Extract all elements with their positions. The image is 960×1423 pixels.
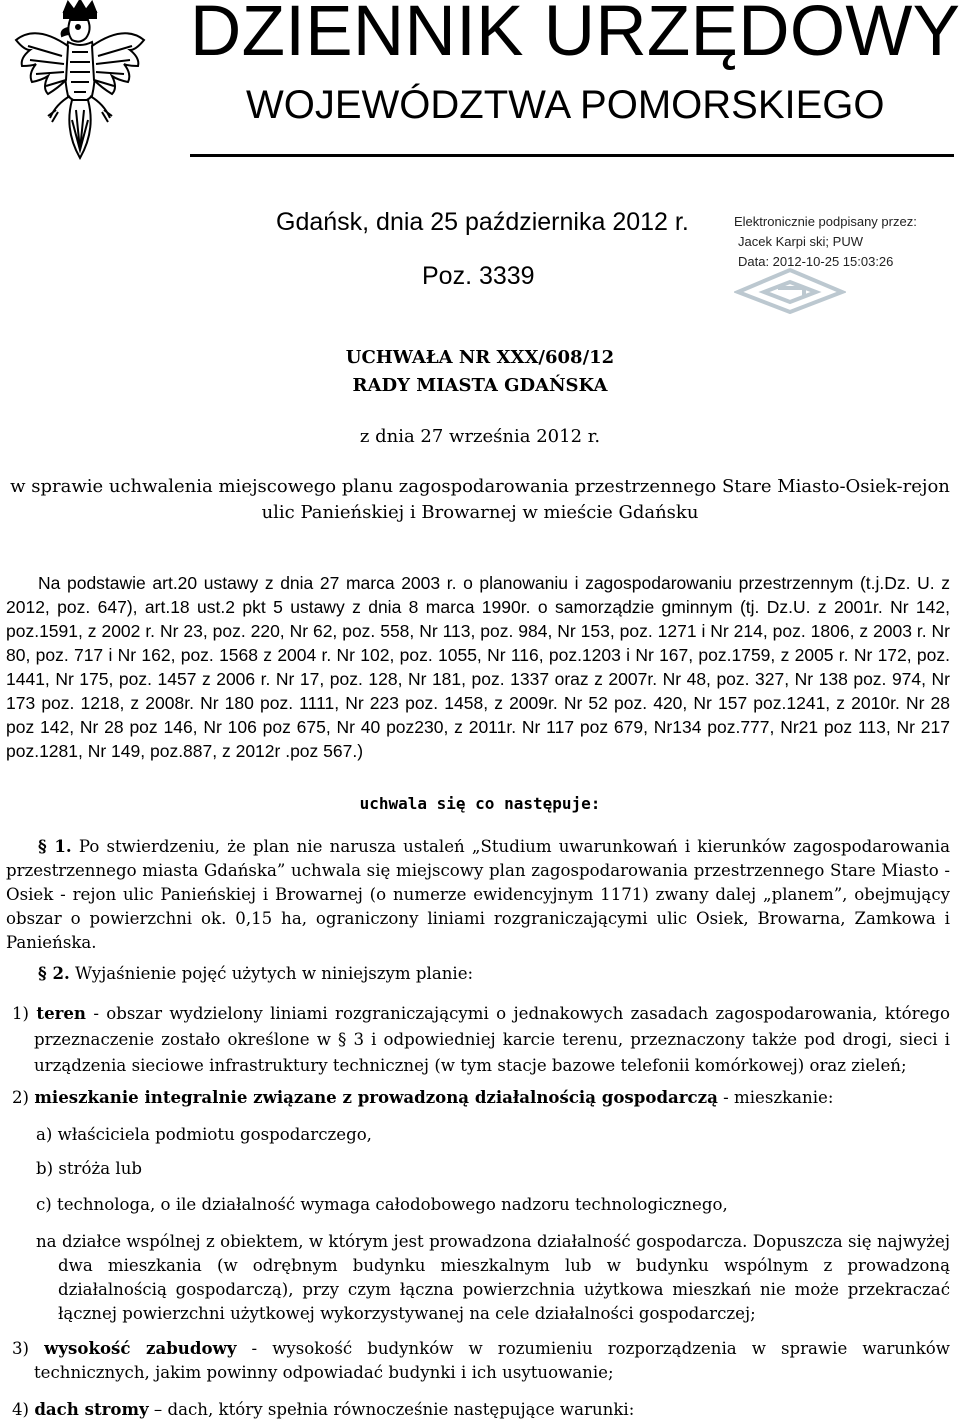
journal-subtitle: WOJEWÓDZTWA POMORSKIEGO: [246, 83, 885, 127]
title-divider: [190, 154, 954, 157]
definition-3-number: 3): [12, 1339, 30, 1358]
section-2-label: § 2.: [38, 963, 70, 983]
definition-1-term: teren: [36, 1003, 86, 1023]
definition-4-term: dach stromy: [34, 1399, 149, 1419]
position-number: Poz. 3339: [422, 262, 535, 290]
resolves-heading: uchwala się co następuje:: [359, 794, 601, 813]
definition-1-number: 1): [12, 1004, 30, 1023]
resolution-council: RADY MIASTA GDAŃSKA: [352, 375, 608, 396]
signature-signed-by-label: Elektronicznie podpisany przez:: [734, 214, 917, 229]
definition-2-item-c: c) technologa, o ile działalność wymaga całodobowego nadzoru technologicznego,: [36, 1195, 728, 1214]
resolution-subject-line2: ulic Panieńskiej i Browarnej w mieście Gdańsku: [261, 502, 699, 523]
definition-2-text: - mieszkanie:: [717, 1088, 834, 1107]
section-2-text: Wyjaśnienie pojęć użytych w niniejszym planie:: [69, 964, 474, 983]
journal-title: DZIENNIK URZĘDOWY: [190, 0, 960, 71]
definition-2-item-b: b) stróża lub: [36, 1159, 143, 1178]
section-1-label: § 1.: [38, 836, 72, 856]
section-2-paragraph: [6, 961, 950, 986]
definition-2-tail: na działce wspólnej z obiektem, w którym jest prowadzona działalność gospodarcza. Dopuszcza się najwyżej dwa mieszkania (w odrębnym budynku mieszkalnym lub w budynku wspólnym z prowadzoną działalnością gospodarczą), przy czym łączna powierzchnia użytkowa mieszkań nie może przekraczać łącznej powierzchni użytkowej wykorzystywanej na cele działalności gospodarczej;: [36, 1232, 950, 1323]
section-1-paragraph: [6, 834, 950, 955]
legal-basis-paragraph: Na podstawie art.20 ustawy z dnia 27 marca 2003 r. o planowaniu i zagospodarowaniu przestrzennym (t.j.Dz. U. z 2012, poz. 647), art.18 ust.2 pkt 5 ustawy z dnia 8 marca 1990r. o samorządzie gminnym (tj. Dz.U. z 2001r. Nr 142, poz.1591, z 2002 r. Nr 23, poz. 220, Nr 62, poz. 558, Nr 113, poz. 984, Nr 153, poz. 1271 i Nr 214, poz. 1806, z 2003 r. Nr 80, poz. 717 i Nr 162, poz. 1568 z 2004 r. Nr 102, poz. 1055, Nr 116, poz.1203 i Nr 167, poz.1759, z 2005 r. Nr 172, poz. 1441, Nr 175, poz. 1457 z 2006 r. Nr 17, poz. 128, Nr 181, poz. 1337 oraz z 2007r. Nr 48, poz. 327, Nr 138 poz. 974, Nr 173 poz. 1218, z 2008r. Nr 180 poz. 1111, Nr 223 poz. 1458, z 2009r. Nr 52 poz. 420, Nr 157 poz.1241, z 2010r. Nr 28 poz 142, Nr 28 poz 146, Nr 106 poz 675, Nr 40 poz230, z 2011r. Nr 117 poz 679, Nr134 poz.777, Nr21 poz 113, Nr 217 poz.1281, Nr 149, poz.887, z 2012r .poz 567.): [6, 573, 950, 761]
definition-3-text: - wysokość budynków w rozumieniu rozporządzenia w sprawie warunków technicznych, jakim powinny odpowiadać budynki i ich usytuowanie;: [34, 1339, 950, 1382]
definition-2-term: mieszkanie integralnie związane z prowadzoną działalnością gospodarczą: [34, 1087, 718, 1107]
polish-eagle-emblem-icon: [6, 0, 154, 162]
section-1-text: Po stwierdzeniu, że plan nie narusza ustaleń „Studium uwarunkowań i kierunków zagospodarowania przestrzennego miasta Gdańska” uchwala się miejscowy plan zagospodarowania przestrzennego Stare Miasto - Osiek - rejon ulic Panieńskiej i Browarnej (o numerze ewidencyjnym 1171) zwany dalej „planem”, obejmujący obszar o powierzchni ok. 0,15 ha, ograniczony liniami rozgraniczającymi ulic Osiek, Browarna, Zamkowa i Panieńska.: [6, 837, 950, 952]
electronic-signature: [734, 212, 954, 308]
definition-2-item-a: a) właściciela podmiotu gospodarczego,: [36, 1125, 372, 1144]
definition-4: [12, 1396, 950, 1423]
definition-4-text: – dach, który spełnia równocześnie następujące warunki:: [148, 1400, 635, 1419]
definition-1-text: - obszar wydzielony liniami rozgraniczającymi o jednakowych zasadach zagospodarowania, którego przeznaczenie zostało określone w § 3 i odpowiedniej karcie terenu, przeznaczony także pod drogi, sieci i urządzenia sieciowe infrastruktury technicznej (w tym stacje bazowe telefonii komórkowej) oraz zieleń;: [34, 1004, 950, 1075]
resolution-date: z dnia 27 września 2012 r.: [359, 426, 601, 447]
publication-date: Gdańsk, dnia 25 października 2012 r.: [276, 208, 689, 236]
definition-1: [12, 1000, 950, 1079]
definition-3: [12, 1336, 950, 1385]
signature-date: Data: 2012-10-25 15:03:26: [738, 254, 894, 269]
definition-3-term: wysokość zabudowy: [44, 1338, 237, 1358]
definition-2: [12, 1084, 950, 1111]
resolution-subject-line1: w sprawie uchwalenia miejscowego planu zagospodarowania przestrzennego Stare Miasto-Osiek-rejon: [10, 476, 950, 497]
resolution-title: UCHWAŁA NR XXX/608/12: [345, 347, 615, 368]
definition-4-number: 4): [12, 1400, 30, 1419]
signature-signer: Jacek Karpi ski; PUW: [738, 234, 863, 249]
definition-2-number: 2): [12, 1088, 30, 1107]
